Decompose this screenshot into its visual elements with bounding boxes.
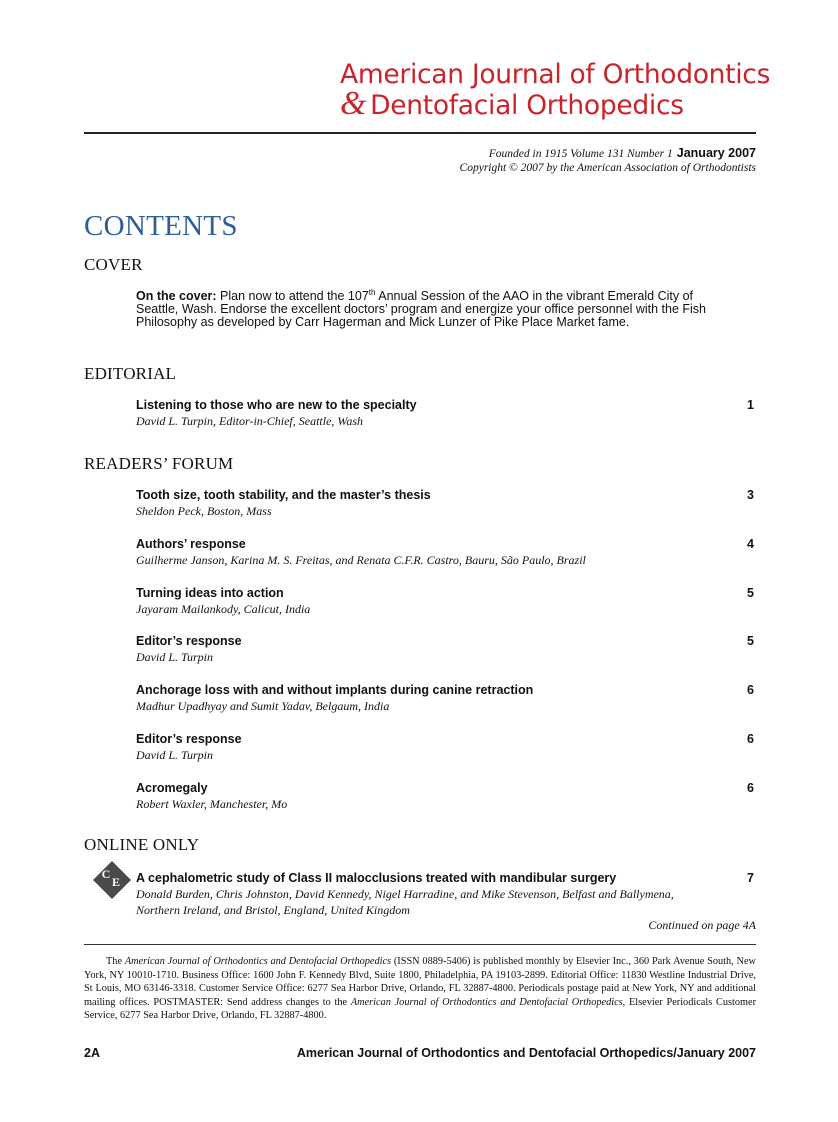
- entry-authors: Donald Burden, Chris Johnston, David Kennedy, Nigel Harradine, and Mike Stevenson, Belfast and Ballymena, Northern Ireland, and Bristol, England, United Kingdom: [136, 887, 674, 917]
- entry-title[interactable]: Anchorage loss with and without implants during canine retraction: [136, 683, 534, 697]
- contents-heading: CONTENTS: [84, 210, 238, 242]
- entry-page: 5: [747, 586, 754, 600]
- entry-authors: David L. Turpin: [136, 650, 214, 664]
- masthead-line-2: [340, 85, 760, 122]
- page-footer: [84, 1046, 756, 1060]
- cover-note-label: On the cover:: [136, 289, 217, 303]
- continued-note: Continued on page 4A: [648, 918, 756, 932]
- entry-title[interactable]: Acromegaly: [136, 781, 208, 795]
- ce-badge-letter-e: E: [111, 875, 121, 889]
- issue-line: Founded in 1915 Volume 131 Number 1: [488, 148, 673, 160]
- pubinfo-part-1: The: [106, 956, 125, 967]
- publication-info: [84, 955, 756, 1023]
- entry-title[interactable]: Editor’s response: [136, 732, 242, 746]
- cover-note: [136, 287, 716, 329]
- ce-credit-icon: [92, 860, 132, 900]
- toc-entry-forum-7[interactable]: [136, 780, 756, 812]
- masthead-rule: [84, 132, 756, 134]
- toc-entry-forum-2[interactable]: [136, 536, 756, 568]
- ce-badge-letter-c: C: [101, 867, 111, 881]
- entry-page: 3: [747, 488, 754, 502]
- issue-date: January 2007: [676, 146, 756, 160]
- masthead-ampersand: &: [340, 85, 367, 122]
- copyright-line: Copyright © 2007 by the American Association of Orthodontists: [459, 162, 756, 174]
- entry-title[interactable]: Authors’ response: [136, 537, 246, 551]
- entry-page: 6: [747, 781, 754, 795]
- entry-page: 1: [747, 398, 754, 412]
- section-editorial: EDITORIAL: [84, 364, 177, 383]
- entry-title[interactable]: Tooth size, tooth stability, and the master’s thesis: [136, 488, 431, 502]
- entry-page: 6: [747, 732, 754, 746]
- masthead-line-2-text: Dentofacial Orthopedics: [370, 90, 684, 121]
- entry-title[interactable]: Listening to those who are new to the specialty: [136, 398, 417, 412]
- entry-title[interactable]: Editor’s response: [136, 634, 242, 648]
- footer-page-number: 2A: [84, 1046, 100, 1060]
- toc-entry-forum-3[interactable]: [136, 585, 756, 617]
- toc-entry-editorial-1[interactable]: [136, 397, 756, 429]
- entry-page: 6: [747, 683, 754, 697]
- entry-authors: Sheldon Peck, Boston, Mass: [136, 504, 272, 518]
- entry-authors: David L. Turpin: [136, 748, 214, 762]
- issue-info: [460, 146, 756, 175]
- entry-authors: David L. Turpin, Editor-in-Chief, Seattle, Wash: [136, 414, 363, 428]
- entry-page: 5: [747, 634, 754, 648]
- pubinfo-journal-name-1: American Journal of Orthodontics and Dentofacial Orthopedics: [124, 956, 392, 967]
- journal-masthead: [340, 59, 771, 122]
- footer-running-title: American Journal of Orthodontics and Dentofacial Orthopedics/January 2007: [296, 1046, 756, 1060]
- pubinfo-part-3: , Elsevier Periodicals Customer Service, 6277 Sea Harbor Drive, Orlando, FL 32887-4800.: [84, 996, 757, 1021]
- entry-authors: Guilherme Janson, Karina M. S. Freitas, and Renata C.F.R. Castro, Bauru, São Paulo, Brazil: [136, 553, 586, 567]
- cover-note-sup: th: [368, 287, 376, 297]
- entry-authors: Robert Waxler, Manchester, Mo: [136, 797, 288, 811]
- entry-page: 4: [747, 537, 754, 551]
- toc-entry-online-1[interactable]: [136, 870, 756, 918]
- entry-title[interactable]: A cephalometric study of Class II malocclusions treated with mandibular surgery: [136, 871, 617, 885]
- section-online-only: ONLINE ONLY: [84, 835, 200, 854]
- toc-entry-forum-6[interactable]: [136, 731, 756, 763]
- entry-authors: Madhur Upadhyay and Sumit Yadav, Belgaum, India: [136, 699, 390, 713]
- entry-title[interactable]: Turning ideas into action: [136, 586, 284, 600]
- footer-rule: [84, 944, 756, 945]
- entry-authors: Jayaram Mailankody, Calicut, India: [136, 602, 311, 616]
- section-readers-forum: READERS’ FORUM: [84, 454, 234, 473]
- toc-entry-forum-1[interactable]: [136, 487, 756, 519]
- pubinfo-part-2: (ISSN 0889-5406) is published monthly by Elsevier Inc., 360 Park Avenue South, New York, NY 10010-1710. Business Office: 1600 John F. Kennedy Blvd, Suite 1800, Philadelphia, PA 19103-2899. Editorial Office: 11830 Westline Industrial Drive, St Louis, MO 63146-3318. Customer Service Office: 6277 Sea Harbor Drive, Orlando, FL 32887-4800. Periodicals postage paid at New York, NY and additional mailing offices. POSTMASTER: Send address changes to the: [84, 956, 756, 1008]
- toc-entry-forum-4[interactable]: [136, 633, 756, 665]
- cover-note-text-b: Annual Session of the AAO in the vibrant Emerald City of Seattle, Wash. Endorse the excellent doctors’ program and energize your office personnel with the Fish Philosophy as developed by Carr Hagerman and Mick Lunzer of Pike Place Market fame.: [136, 289, 706, 329]
- entry-page: 7: [747, 871, 754, 885]
- pubinfo-journal-name-2: American Journal of Orthodontics and Dentofacial Orthopedics: [350, 996, 623, 1008]
- toc-entry-forum-5[interactable]: [136, 682, 756, 714]
- section-cover: COVER: [84, 255, 143, 274]
- masthead-line-1: American Journal of Orthodontics: [340, 59, 771, 90]
- cover-note-text-a: Plan now to attend the 107: [216, 289, 369, 303]
